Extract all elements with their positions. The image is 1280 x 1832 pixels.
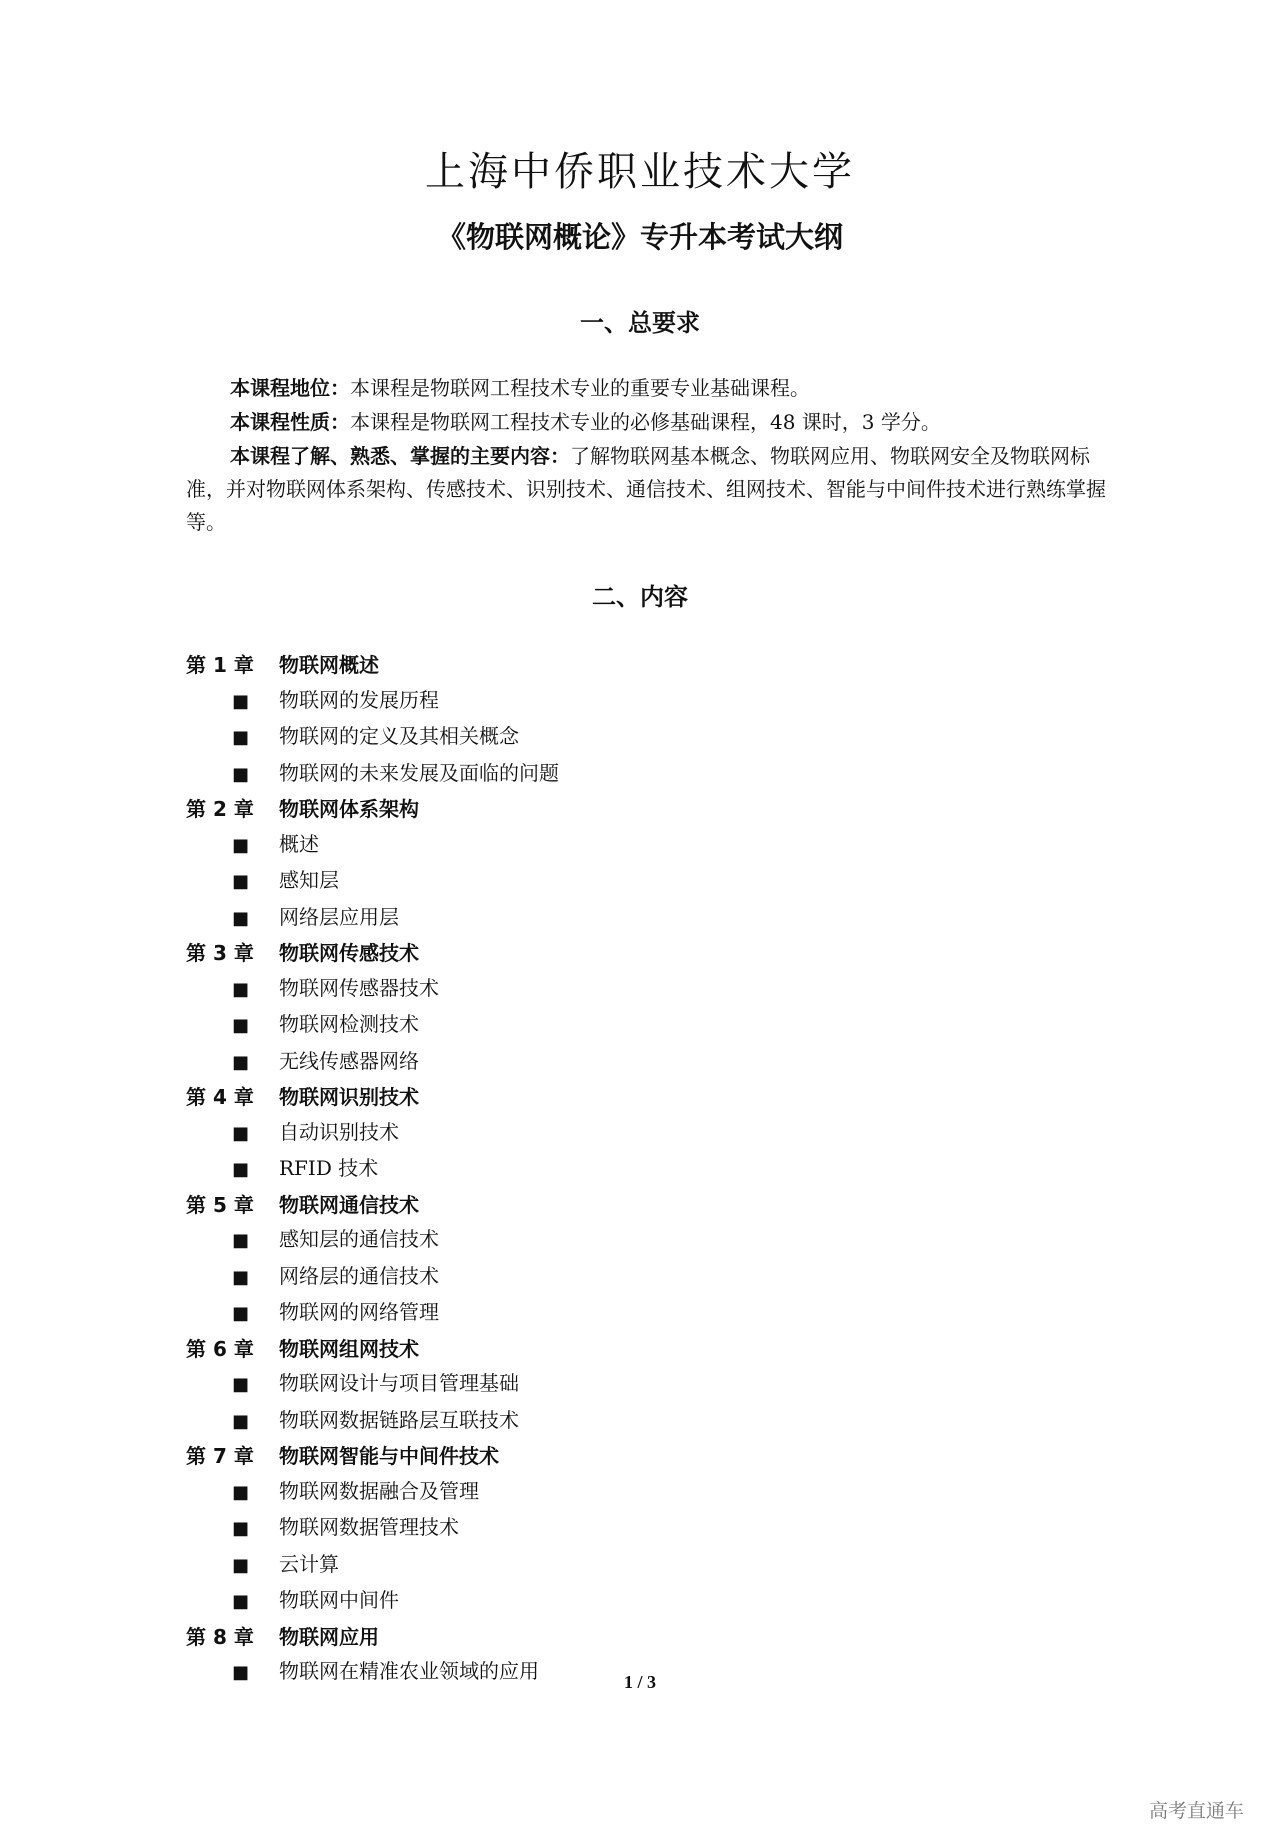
square-bullet-icon: ■ (232, 834, 250, 856)
chapter-heading (186, 1439, 1086, 1474)
paragraph-label: 本课程性质： (230, 410, 350, 434)
square-bullet-icon: ■ (232, 1662, 250, 1683)
square-bullet-icon: ■ (232, 978, 250, 1000)
square-bullet-icon: ■ (232, 1374, 250, 1395)
paragraph-course-position (186, 372, 1106, 405)
chapter-heading (186, 792, 1086, 827)
square-bullet-icon: ■ (232, 1159, 250, 1180)
chapter-number: 第 4 章 (186, 1085, 254, 1109)
list-item (186, 683, 1086, 720)
chapter-number: 第 3 章 (186, 941, 254, 965)
list-item-text: 云计算 (279, 1551, 339, 1576)
square-bullet-icon: ■ (232, 907, 250, 929)
chapter-outline (186, 648, 1086, 1691)
square-bullet-icon: ■ (232, 1015, 250, 1036)
list-item (186, 1583, 1086, 1620)
chapter-number: 第 1 章 (186, 653, 254, 677)
square-bullet-icon: ■ (232, 1481, 250, 1503)
page-number: 1 / 3 (623, 1672, 656, 1692)
paragraph-text: 本课程是物联网工程技术专业的重要专业基础课程。 (350, 376, 810, 400)
list-item-text: 物联网的定义及其相关概念 (279, 724, 519, 748)
watermark: 高考直通车 (1148, 1800, 1244, 1822)
paragraph-course-nature (186, 406, 1106, 439)
list-item-text: 物联网的未来发展及面临的问题 (279, 760, 559, 785)
chapter-number: 第 7 章 (186, 1444, 254, 1468)
list-item (186, 1403, 1086, 1440)
square-bullet-icon: ■ (232, 1554, 250, 1576)
square-bullet-icon: ■ (232, 1303, 250, 1324)
list-item-text: 概述 (279, 831, 319, 856)
square-bullet-icon: ■ (232, 1266, 250, 1288)
paragraph-label: 本课程地位： (230, 376, 350, 400)
list-item-text: 物联网在精准农业领域的应用 (279, 1659, 539, 1683)
list-item (186, 1474, 1086, 1511)
list-item (186, 1295, 1086, 1332)
list-item-text: 物联网设计与项目管理基础 (279, 1371, 519, 1395)
list-item-text: 网络层的通信技术 (279, 1263, 439, 1288)
list-item (186, 1151, 1086, 1188)
university-name: 上海中侨职业技术大学 (425, 149, 855, 195)
list-item-text: 网络层应用层 (279, 904, 399, 929)
list-item (186, 827, 1086, 864)
square-bullet-icon: ■ (232, 1051, 250, 1073)
paragraph-label: 本课程了解、熟悉、掌握的主要内容： (230, 444, 570, 468)
chapter-title: 物联网传感技术 (279, 941, 419, 965)
chapter-heading (186, 936, 1086, 971)
square-bullet-icon: ■ (232, 1410, 250, 1432)
document-title: 《物联网概论》专升本考试大纲 (436, 220, 843, 254)
list-item-text: 感知层的通信技术 (279, 1227, 439, 1251)
chapter-heading (186, 1188, 1086, 1223)
list-item-text: 物联网数据链路层互联技术 (279, 1407, 519, 1432)
chapter-title: 物联网组网技术 (279, 1336, 419, 1361)
list-item-text: 自动识别技术 (279, 1119, 399, 1144)
chapter-number: 第 2 章 (186, 797, 254, 821)
list-item (186, 719, 1086, 756)
list-item-text: 物联网检测技术 (279, 1012, 419, 1036)
square-bullet-icon: ■ (232, 690, 250, 712)
list-item-text: 物联网的发展历程 (279, 687, 439, 712)
list-item (186, 971, 1086, 1008)
list-item (186, 1115, 1086, 1152)
chapter-number: 第 5 章 (186, 1192, 254, 1217)
chapter-number: 第 8 章 (186, 1624, 254, 1649)
chapter-title: 物联网智能与中间件技术 (279, 1444, 499, 1468)
square-bullet-icon: ■ (232, 727, 250, 748)
chapter-title: 物联网体系架构 (279, 797, 419, 821)
list-item-text: 物联网数据融合及管理 (279, 1478, 479, 1503)
list-item-text: 物联网传感器技术 (279, 975, 439, 1000)
list-item-text: 物联网中间件 (279, 1588, 399, 1612)
chapter-title: 物联网概述 (279, 653, 379, 677)
list-item-text: 物联网的网络管理 (279, 1300, 439, 1324)
list-item (186, 1510, 1086, 1547)
list-item (186, 1259, 1086, 1296)
list-item (186, 863, 1086, 900)
square-bullet-icon: ■ (232, 1518, 250, 1539)
square-bullet-icon: ■ (232, 763, 250, 785)
list-item-text: 物联网数据管理技术 (279, 1515, 459, 1539)
chapter-heading (186, 1080, 1086, 1115)
paragraph-text: 本课程是物联网工程技术专业的必修基础课程，48 课时，3 学分。 (350, 410, 941, 434)
chapter-number: 第 6 章 (186, 1336, 254, 1361)
list-item-text: RFID 技术 (279, 1156, 379, 1180)
list-item (186, 1044, 1086, 1081)
chapter-heading (186, 1620, 1086, 1655)
list-item (186, 1222, 1086, 1259)
paragraph-main-content (186, 440, 1106, 539)
list-item-text: 无线传感器网络 (279, 1048, 419, 1073)
list-item (186, 756, 1086, 793)
chapter-heading (186, 648, 1086, 683)
list-item (186, 1366, 1086, 1403)
paragraph-text: 了解物联网基本概念、物联网应用、物联网安全及物联网标准，并对物联网体系架构、传感技术、识别技术、通信技术、组网技术、智能与中间件技术进行熟练掌握等。 (186, 444, 1106, 534)
section-heading-content: 二、内容 (592, 583, 688, 611)
square-bullet-icon: ■ (232, 1122, 250, 1144)
square-bullet-icon: ■ (232, 1230, 250, 1251)
chapter-title: 物联网应用 (279, 1624, 379, 1649)
square-bullet-icon: ■ (232, 871, 250, 892)
list-item (186, 1007, 1086, 1044)
chapter-title: 物联网识别技术 (279, 1085, 419, 1109)
square-bullet-icon: ■ (232, 1591, 250, 1612)
list-item (186, 900, 1086, 937)
list-item (186, 1547, 1086, 1584)
chapter-heading (186, 1332, 1086, 1367)
section-heading-general: 一、总要求 (580, 309, 700, 337)
chapter-title: 物联网通信技术 (279, 1192, 419, 1217)
list-item-text: 感知层 (279, 868, 339, 892)
